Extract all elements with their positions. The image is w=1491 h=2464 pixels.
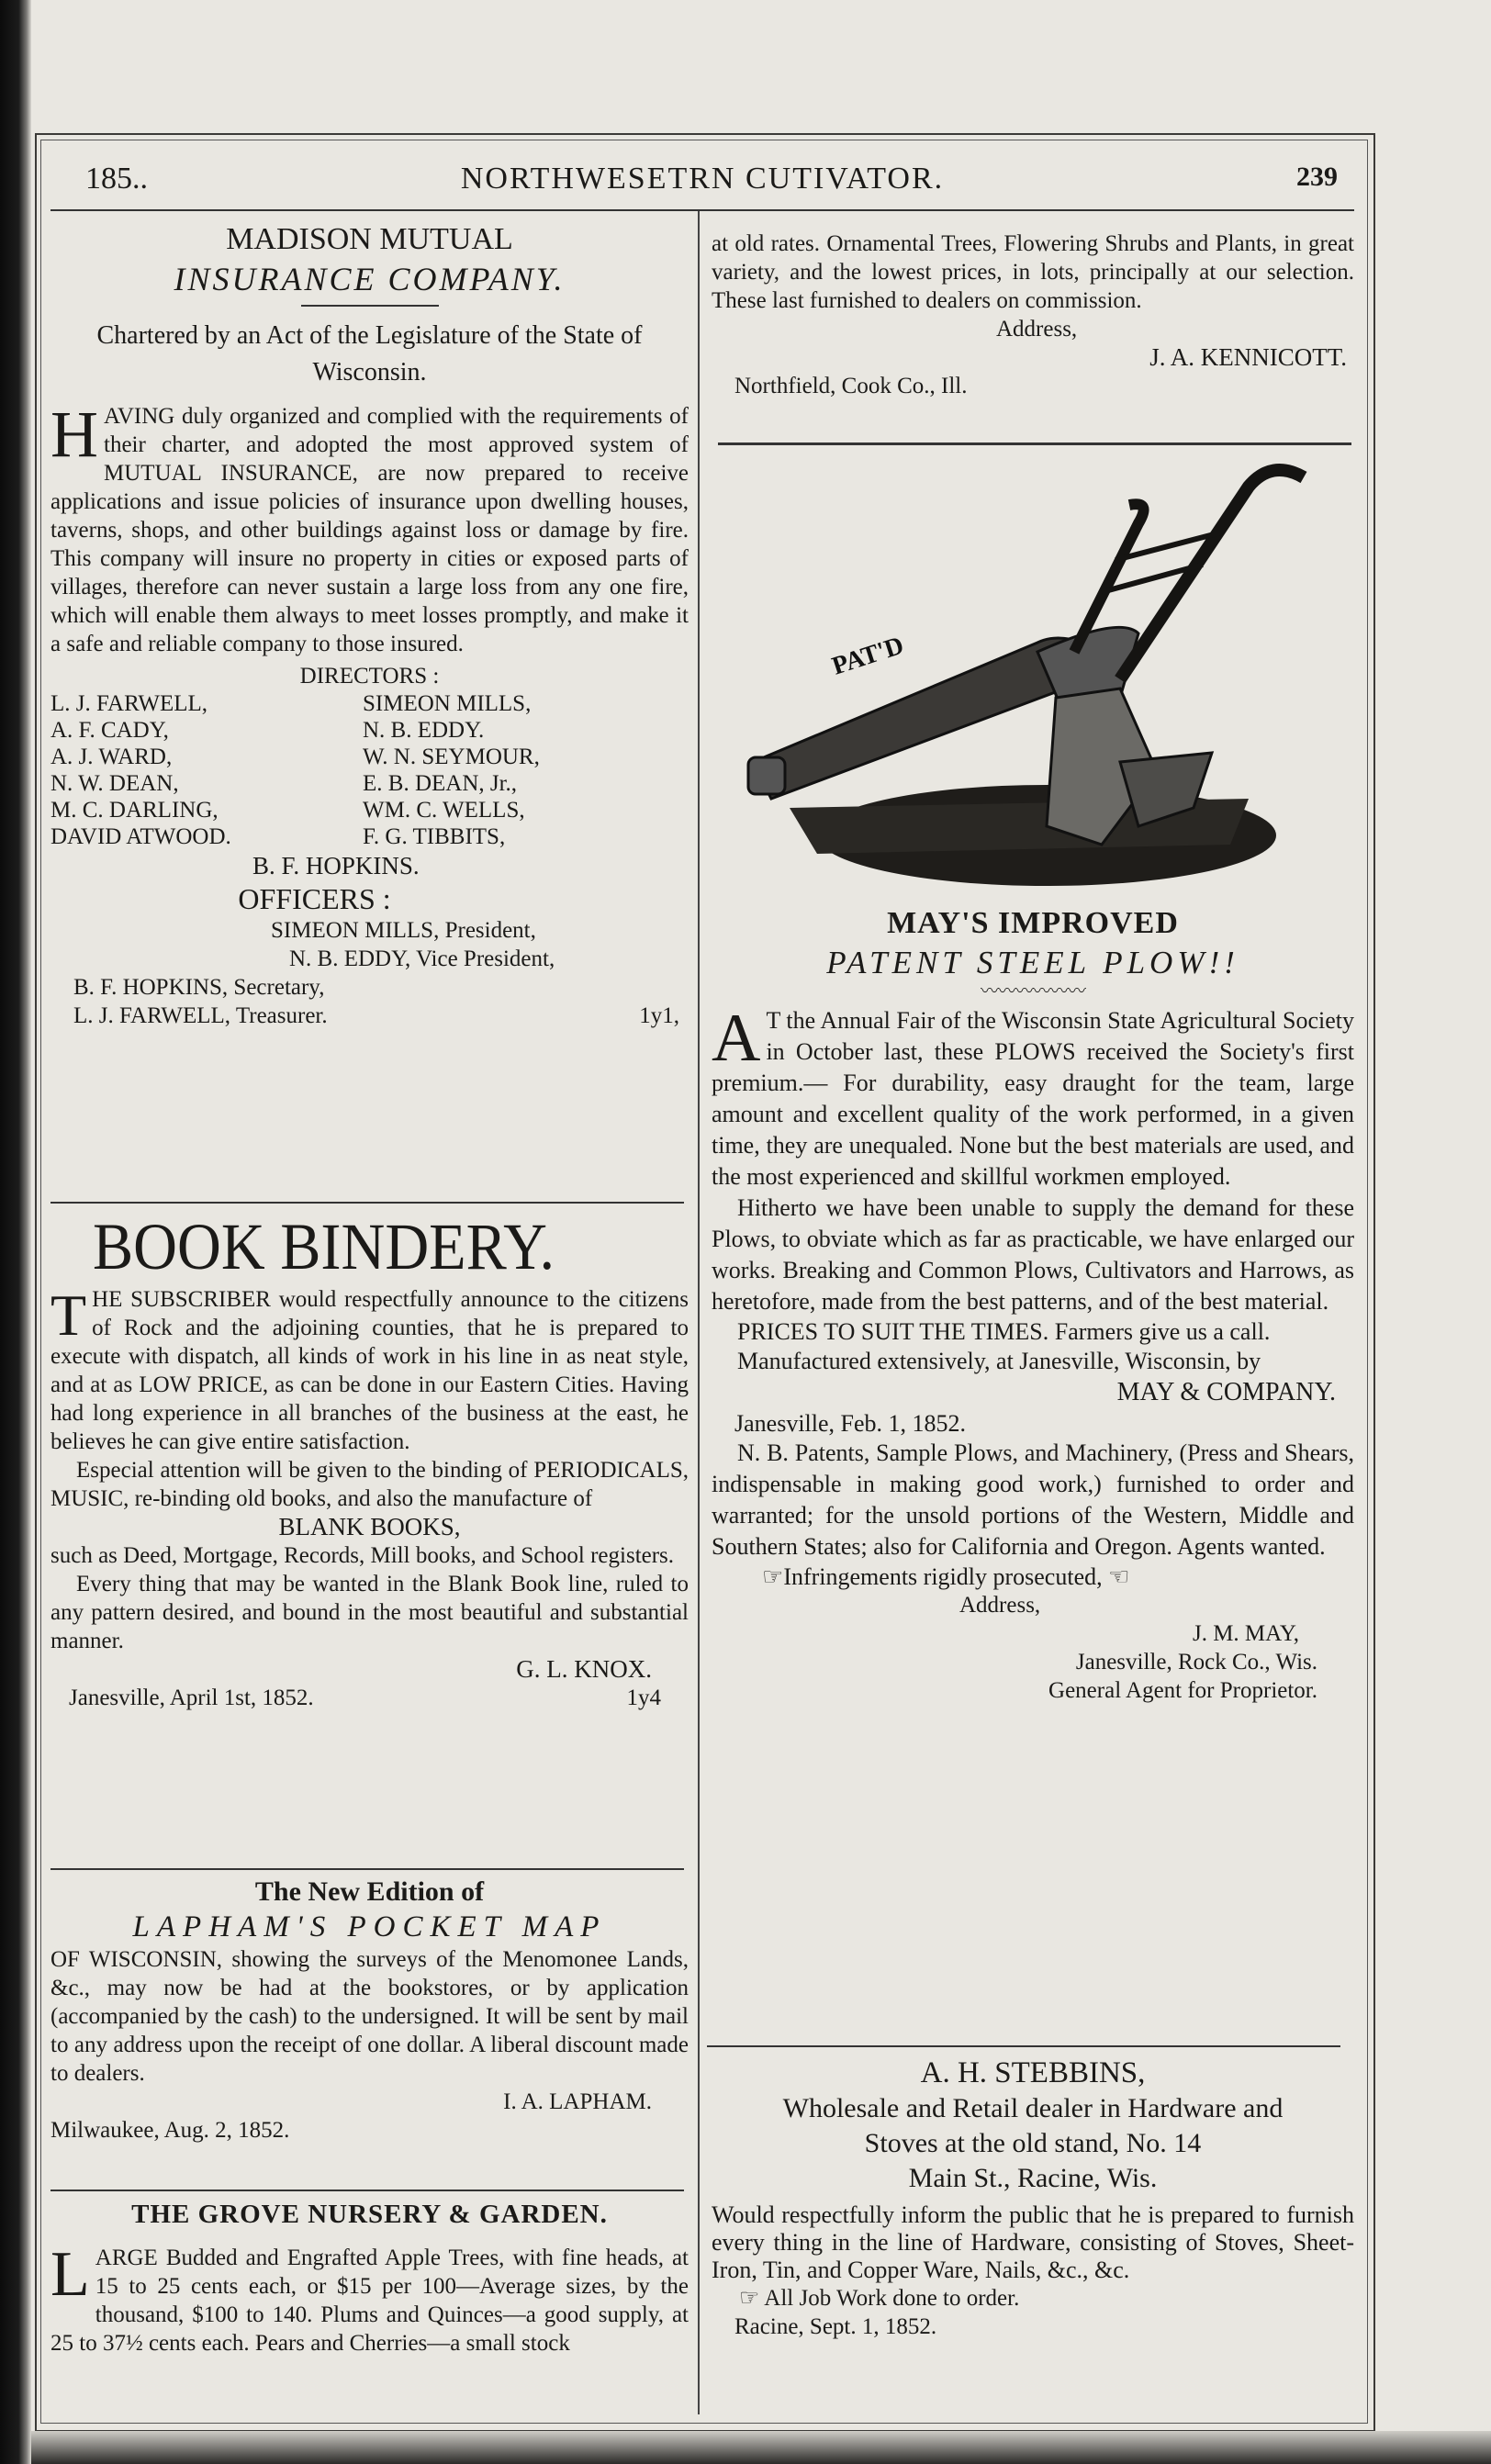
book-spine-shadow	[0, 0, 31, 2464]
plow-address-label: Address,	[959, 1593, 1041, 1618]
grove-nursery-ad	[50, 2196, 689, 2358]
lapham-map-ad	[50, 1876, 689, 2145]
grove-body-text: ARGE Budded and Engrafted Apple Trees, with fine heads, at 15 to 25 cents each, or $15 per 100—Average sizes, by the thousand, $100 to 140. Plums and Quinces—a good supply, at 25 to 37½ cents each. Pears and Cherries—a small stock	[50, 2246, 689, 2356]
running-header	[50, 154, 1354, 200]
madison-body-text: AVING duly organized and complied with the requirements of their charter, and adopted the most approved system of MUTUAL INSURANCE, are now prepared to receive applications and issue policies of insurance upon dwelling houses, taverns, shops, and other buildings against loss or damage by fire. This company will insure no property in cities or exposed parts of villages, therefore can never sustain a large loss from any one fire, which will enable them always to meet losses promptly, and make it a safe and reliable company to those insured.	[50, 404, 689, 656]
director-name: E. B. DEAN, Jr.,	[363, 771, 518, 796]
director-name: M. C. DARLING,	[50, 798, 219, 823]
bleed-through-text	[275, 55, 1377, 129]
lapham-heading: The New Edition of	[254, 1876, 485, 1907]
madison-insurance-ad	[50, 220, 689, 1030]
header-rule	[50, 209, 1354, 211]
grove-continued-text: at old rates. Ornamental Trees, Flowering Shrubs and Plants, in great variety, and the lowest prices, in lots, principally at our selection. These last furnished to dealers on commission.	[712, 231, 1354, 313]
title-rule	[301, 305, 439, 307]
officer-treasurer-text: L. J. FARWELL, Treasurer.	[73, 1003, 328, 1028]
director-name: DAVID ATWOOD.	[50, 824, 231, 849]
bindery-dateline	[50, 1684, 689, 1712]
officer-president: SIMEON MILLS, President,	[271, 918, 536, 943]
grove-address-label: Address,	[996, 317, 1078, 342]
grove-nursery-continued	[712, 230, 1354, 400]
page-number: 239	[1296, 162, 1338, 192]
madison-body	[50, 398, 689, 658]
stebbins-body: Would respectfully inform the public that he is prepared to furnish every thing in the line of Hardware, consisting of Stoves, Sheet-Iron, Tin, and Copper Ware, Nails, &c., &c.	[712, 2201, 1354, 2283]
lapham-signer: I. A. LAPHAM.	[503, 2089, 652, 2114]
header-title: NORTHWESETRN CUTIVATOR.	[460, 162, 945, 196]
infringe-text: Infringements rigidly prosecuted,	[783, 1563, 1103, 1590]
director-name: SIMEON MILLS,	[363, 691, 532, 716]
bindery-title: BOOK BINDERY.	[93, 1210, 555, 1283]
grove-signer: J. A. KENNICOTT.	[1149, 343, 1347, 371]
plow-p1-text: T the Annual Fair of the Wisconsin State Agricultural Society in October last, these PLOWS received the Society's first premium.— For durability, easy draught for the team, large amount and excellent quality of the work performed, in a given time, they are unequaled. None but the best materials are used, and the most experienced and skillful workmen employed.	[712, 1007, 1354, 1190]
lapham-body: OF WISCONSIN, showing the surveys of the Menomonee Lands, &c., may now be had at the bookstores, or by application (accompanied by the cash) to the undersigned. It will be sent by mail to any address upon the receipt of one dollar. A liberal discount made to dealers.	[50, 1947, 689, 2086]
page-edge-shadow	[31, 2431, 1491, 2464]
director-name: N. B. EDDY.	[363, 718, 485, 743]
drop-cap: H	[50, 398, 98, 471]
director-name: A. F. CADY,	[50, 718, 169, 743]
plow-p1	[712, 1001, 1354, 1193]
plow-company: MAY & COMPANY.	[1116, 1378, 1336, 1406]
patent-stamp: PAT'D	[828, 631, 908, 681]
director-name: WM. C. WELLS,	[363, 798, 525, 823]
decorative-flourish: 〰〰〰〰〰〰	[981, 981, 1085, 1002]
section-rule	[718, 442, 1351, 445]
officer-secretary: B. F. HOPKINS, Secretary,	[73, 975, 325, 1000]
stebbins-line3: Main St., Racine, Wis.	[908, 2163, 1158, 2193]
plow-image	[734, 459, 1340, 909]
ad-code: 1y1,	[639, 1003, 679, 1028]
directors-right-column	[363, 690, 689, 850]
madison-subtitle: INSURANCE COMPANY.	[174, 261, 566, 297]
header-year: 185..	[85, 162, 148, 196]
ad-code: 1y4	[626, 1686, 661, 1710]
plow-illustration	[734, 459, 1340, 909]
bindery-p3: such as Deed, Mortgage, Records, Mill books, and School registers.	[50, 1543, 675, 1568]
director-name: N. W. DEAN,	[50, 771, 179, 796]
plow-infringe: ☞Infringements rigidly prosecuted, ☜	[762, 1563, 1130, 1590]
drop-cap: A	[712, 1001, 761, 1076]
directors-heading: DIRECTORS :	[299, 664, 440, 689]
bindery-p1-text: HE SUBSCRIBER would respectfully announce to the citizens of Rock and the adjoining counties, that he is prepared to execute with dispatch, all kinds of work in his line in as neat style, and at as LOW PRICE, as can be done in our Eastern Cities. Having had long experience in all branches of the business at the east, he believes he can give entire satisfaction.	[50, 1287, 689, 1454]
bindery-p4: Every thing that may be wanted in the Blank Book line, ruled to any pattern desired, and bound in the most beautiful and substantial manner.	[50, 1572, 689, 1653]
grove-title: THE GROVE NURSERY & GARDEN.	[131, 2200, 608, 2229]
plow-date: Janesville, Feb. 1, 1852.	[734, 1410, 967, 1437]
stebbins-name: A. H. STEBBINS,	[920, 2056, 1146, 2089]
stebbins-job-text: All Job Work done to order.	[764, 2286, 1020, 2311]
bindery-date: Janesville, April 1st, 1852.	[69, 1686, 314, 1710]
section-rule	[50, 1202, 684, 1204]
drop-cap: L	[50, 2239, 90, 2310]
directors-list	[50, 690, 689, 850]
stebbins-job: ☞ All Job Work done to order.	[739, 2286, 1020, 2311]
blank-books-heading: BLANK BOOKS,	[278, 1513, 461, 1540]
stebbins-line2: Stoves at the old stand, No. 14	[864, 2128, 1202, 2158]
drop-cap: T	[50, 1282, 87, 1348]
plow-subtitle: PATENT STEEL PLOW!!	[826, 945, 1239, 980]
officer-vice-president: N. B. EDDY, Vice President,	[289, 946, 555, 971]
bindery-signer: G. L. KNOX.	[516, 1655, 652, 1683]
column-rule	[698, 211, 700, 2414]
director-name: W. N. SEYMOUR,	[363, 745, 540, 769]
director-last: B. F. HOPKINS.	[252, 852, 420, 879]
officer-treasurer	[50, 1002, 689, 1030]
mays-plow-ad	[712, 904, 1354, 1705]
director-name: A. J. WARD,	[50, 745, 173, 769]
director-name: F. G. TIBBITS,	[363, 824, 506, 849]
stebbins-hardware-ad	[712, 2055, 1354, 2341]
bindery-p2: Especial attention will be given to the binding of PERIODICALS, MUSIC, re-binding old books, and also the manufacture of	[50, 1458, 689, 1511]
section-rule	[707, 2045, 1340, 2047]
section-rule	[50, 2190, 684, 2191]
book-bindery-ad	[50, 1210, 689, 1712]
section-rule	[50, 1868, 684, 1870]
plow-agent: General Agent for Proprietor.	[1048, 1678, 1317, 1703]
grove-place: Northfield, Cook Co., Ill.	[734, 374, 968, 398]
plow-p2: Hitherto we have been unable to supply the demand for these Plows, to obviate which as far as practicable, we have enlarged our works. Breaking and Common Plows, Cultivators and Harrows, as heretofore, made from the best patterns, and of the best material.	[712, 1194, 1354, 1315]
grove-body	[50, 2239, 689, 2358]
plow-title: MAY'S IMPROVED	[887, 906, 1179, 940]
bindery-p1	[50, 1282, 689, 1456]
charter-text: Chartered by an Act of the Legislature of the State of Wisconsin.	[96, 321, 643, 386]
officers-heading: OFFICERS :	[238, 882, 391, 915]
plow-place: Janesville, Rock Co., Wis.	[1075, 1650, 1317, 1674]
stebbins-line1: Wholesale and Retail dealer in Hardware and	[782, 2093, 1284, 2123]
plow-p4: Manufactured extensively, at Janesville, Wisconsin, by	[737, 1348, 1261, 1374]
plow-p5: N. B. Patents, Sample Plows, and Machinery, (Press and Shears, indispensable in making good work,) furnished to order and warranted; for the unsold portions of the Western, Middle and Southern States; also for California and Oregon. Agents wanted.	[712, 1439, 1354, 1560]
lapham-title: LAPHAM'S POCKET MAP	[132, 1910, 607, 1943]
directors-left-column	[50, 690, 363, 850]
lapham-date: Milwaukee, Aug. 2, 1852.	[50, 2118, 290, 2143]
plow-signer: J. M. MAY,	[1192, 1621, 1299, 1646]
stebbins-date: Racine, Sept. 1, 1852.	[734, 2314, 937, 2339]
plow-p3: PRICES TO SUIT THE TIMES. Farmers give us a call.	[737, 1318, 1271, 1345]
director-name: L. J. FARWELL,	[50, 691, 208, 716]
madison-title: MADISON MUTUAL	[226, 222, 513, 256]
